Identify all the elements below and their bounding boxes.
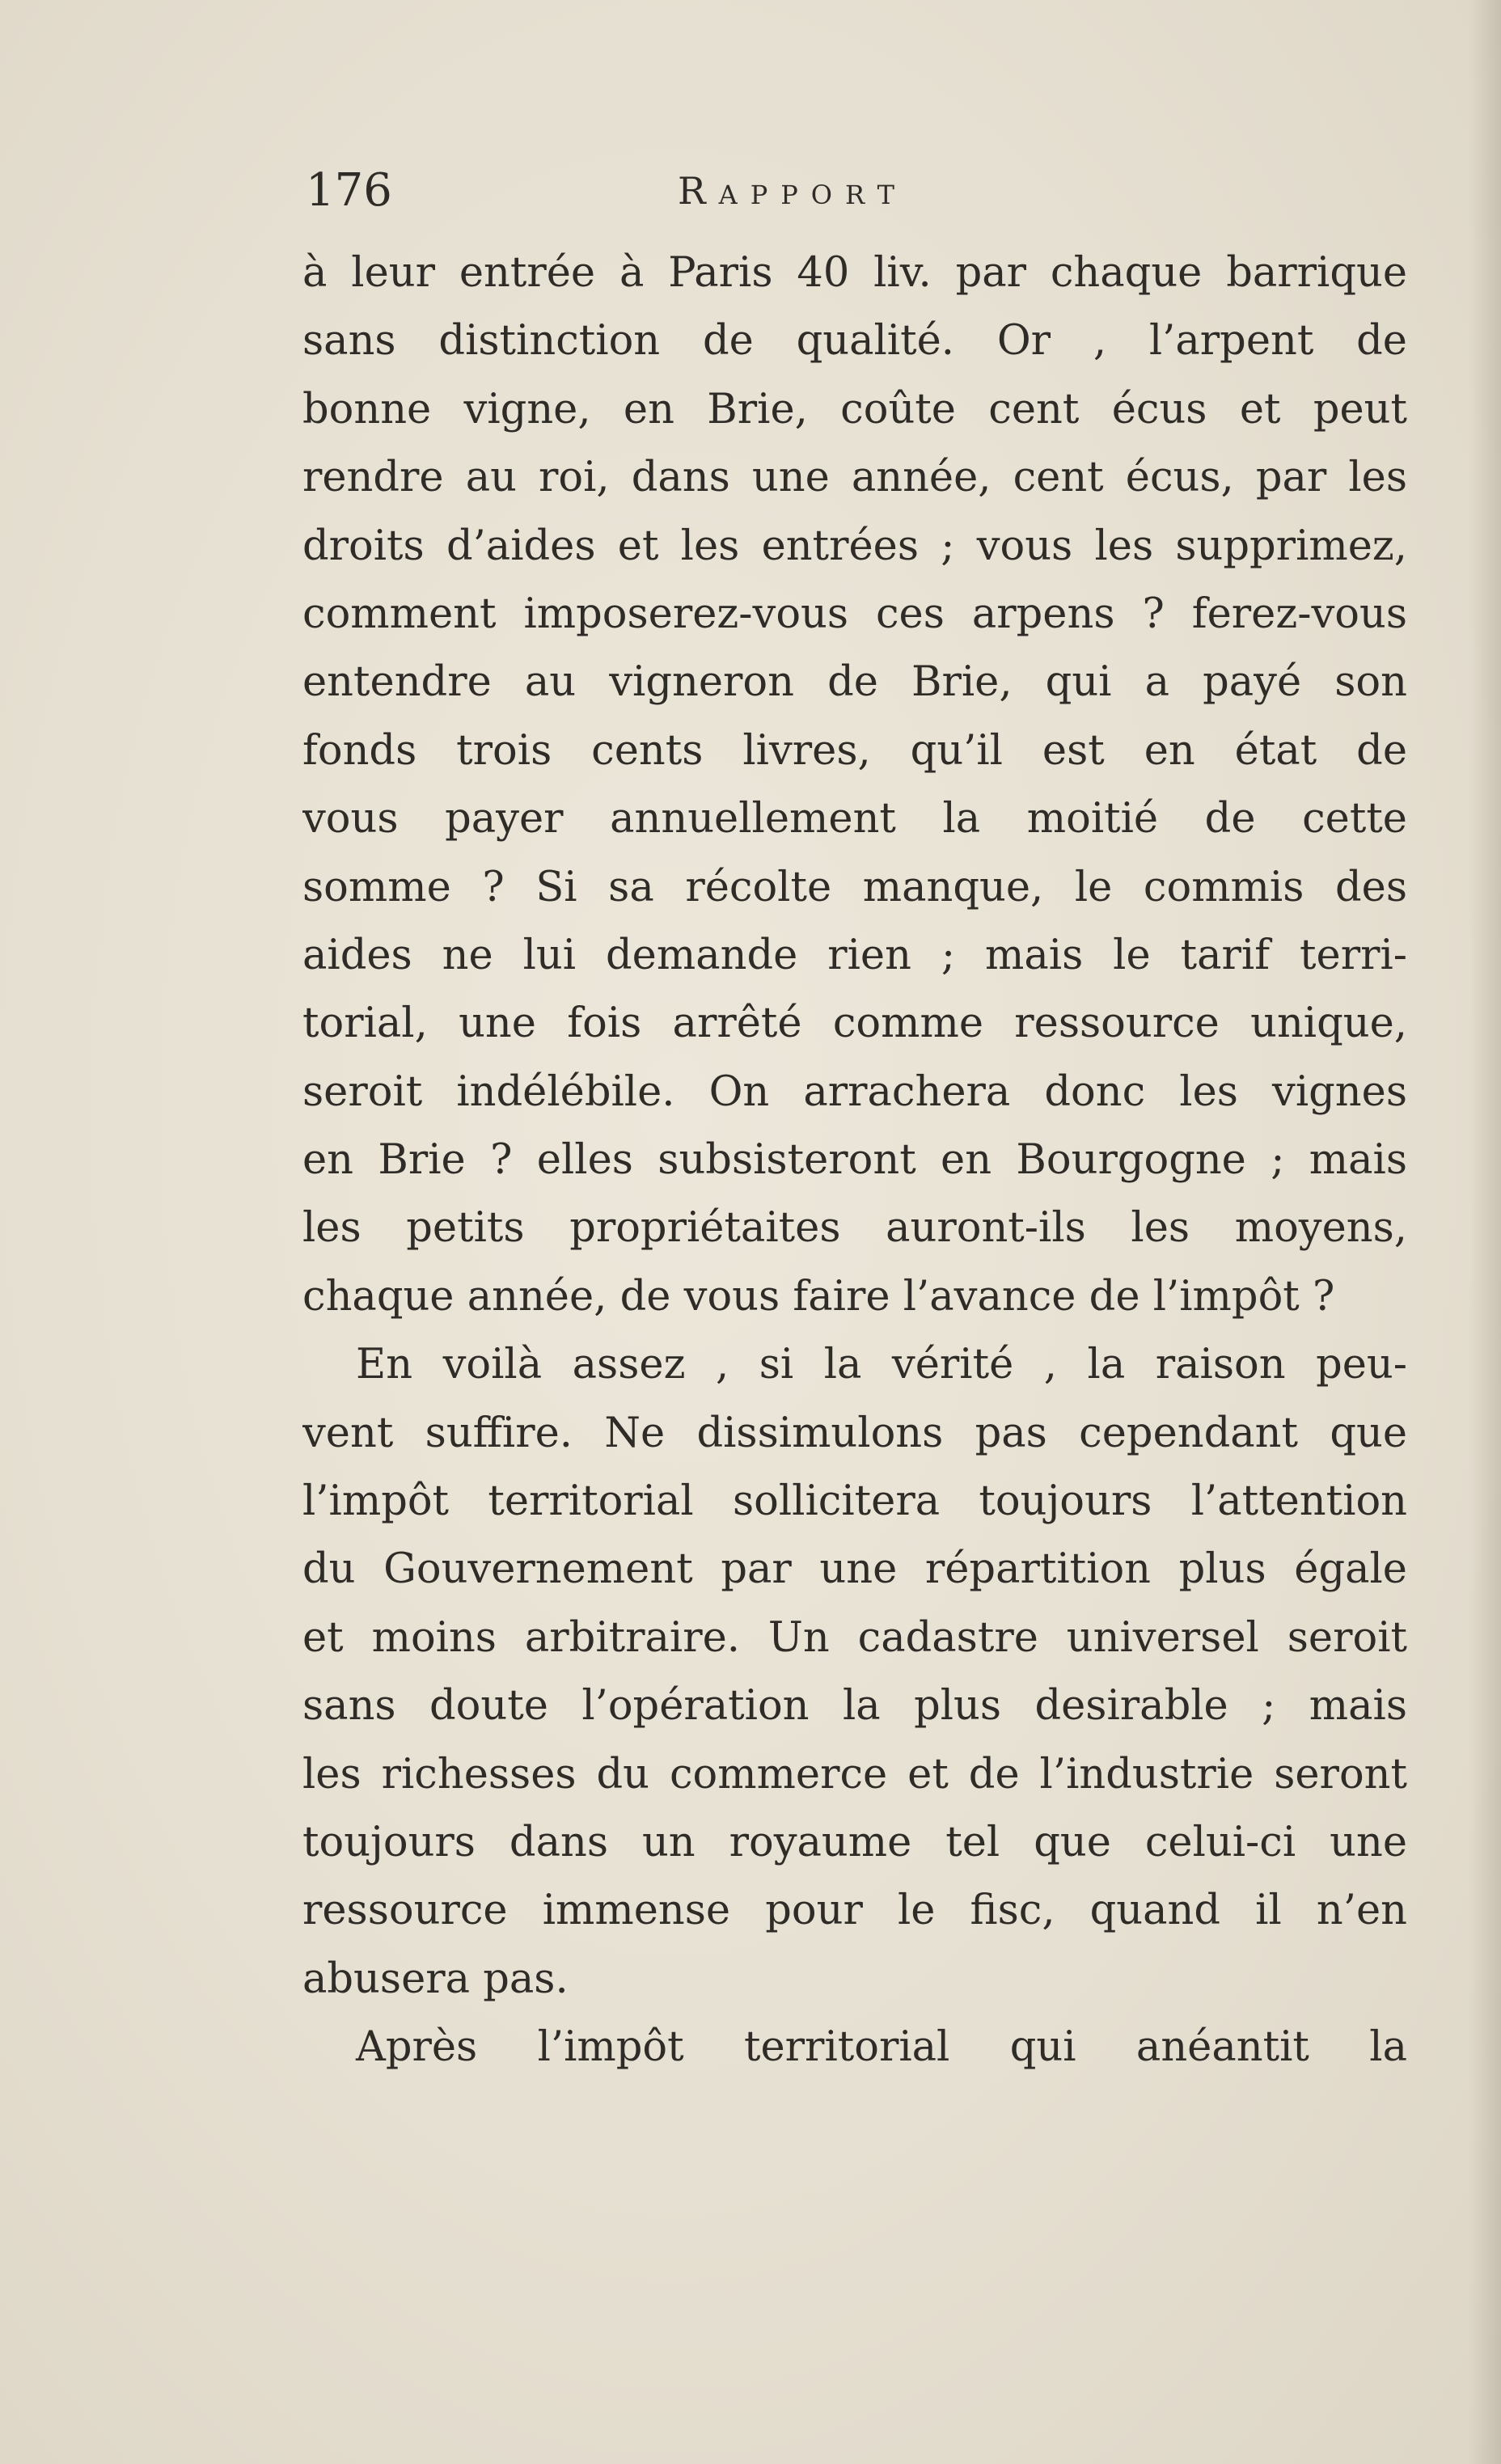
body-text (302, 239, 1407, 2082)
text-line: sans doute l’opération la plus desirable ; mais (302, 1682, 1407, 1731)
text-line: entendre au vigneron de Brie, qui a payé son (302, 658, 1407, 707)
page-header (306, 158, 1407, 223)
text-line: ressource immense pour le fisc, quand il n’en (302, 1887, 1407, 1935)
text-line: sans distinction de qualité. Or , l’arpent de (302, 317, 1407, 366)
text-line: en Brie ? elles subsisteront en Bourgogne ; mais (302, 1136, 1407, 1185)
text-line: droits d’aides et les entrées ; vous les supprimez, (302, 522, 1407, 570)
text-line: les richesses du commerce et de l’industrie seront (302, 1750, 1407, 1798)
text-line: abusera pas. (302, 1955, 569, 2003)
text-line: rendre au roi, dans une année, cent écus, par les (302, 454, 1407, 502)
text-line: somme ? Si sa récolte manque, le commis des (302, 863, 1407, 911)
text-line: fonds trois cents livres, qu’il est en état de (302, 726, 1407, 775)
text-line: du Gouvernement par une répartition plus égale (302, 1545, 1407, 1594)
text-line: chaque année, de vous faire l’avance de l’impôt ? (302, 1272, 1335, 1321)
paragraph-start-line: En voilà assez , si la vérité , la raison peu- (356, 1341, 1407, 1389)
text-line: comment imposerez-vous ces arpens ? ferez-vous (302, 590, 1407, 638)
text-line: seroit indélébile. On arrachera donc les vignes (302, 1067, 1407, 1116)
text-line: toujours dans un royaume tel que celui-ci une (302, 1818, 1407, 1866)
running-head: Rapport (678, 169, 907, 213)
text-line: l’impôt territorial sollicitera toujours l’attention (302, 1477, 1407, 1526)
text-line: aides ne lui demande rien ; mais le tarif terri- (302, 931, 1407, 979)
paragraph-start-line: Après l’impôt territorial qui anéantit la (356, 2023, 1407, 2072)
text-line: vent suffire. Ne dissimulons pas cependant que (302, 1409, 1407, 1457)
text-line: bonne vigne, en Brie, coûte cent écus et peut (302, 385, 1407, 433)
text-line: vous payer annuellement la moitié de cette (302, 795, 1407, 843)
text-line: et moins arbitraire. Un cadastre universel seroit (302, 1613, 1407, 1662)
text-line: les petits propriétaites auront-ils les moyens, (302, 1204, 1407, 1253)
page-edge-shadow (1469, 0, 1501, 2464)
page-number: 176 (306, 164, 392, 217)
text-line: à leur entrée à Paris 40 liv. par chaque barrique (302, 249, 1407, 297)
text-line: torial, une fois arrêté comme ressource unique, (302, 1000, 1407, 1048)
